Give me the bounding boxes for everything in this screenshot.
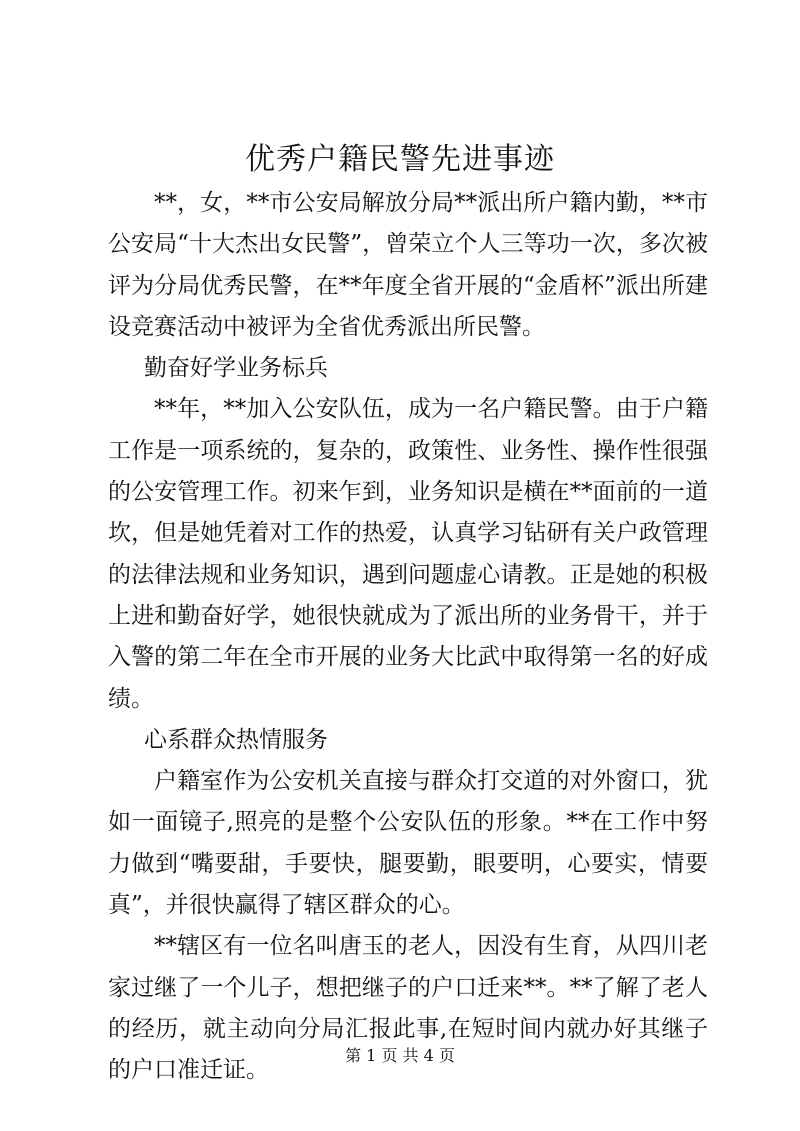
service-paragraph: 户籍室作为公安机关直接与群众打交道的对外窗口，犹如一面镜子,照亮的是整个公安队伍的形象。**在工作中努力做到“嘴要甜，手要快，腿要勤，眼要明，心要实，情要真”，并很快赢得了辖区群众的心。 <box>108 768 708 919</box>
page-footer: 第 1 页 共 4 页 <box>345 1046 455 1065</box>
intro-paragraph: **，女，**市公安局解放分局**派出所户籍内勤，**市公安局“十大杰出女民警”，曾荣立个人三等功一次，多次被评为分局优秀民警，在**年度全省开展的“金盾杯”派出所建设竞赛活动中被评为全省优秀派出所民警。 <box>108 190 708 340</box>
section-heading-study: 勤奋好学业务标兵 <box>144 355 328 382</box>
study-paragraph: **年，**加入公安队伍，成为一名户籍民警。由于户籍工作是一项系统的，复杂的，政策性、业务性、操作性很强的公安管理工作。初来乍到，业务知识是横在**面前的一道坎，但是她凭着对工作的热爱，认真学习钻研有关户政管理的法律法规和业务知识，遇到问题虚心请教。正是她的积极上进和勤奋好学，她很快就成为了派出所的业务骨干，并于入警的第二年在全市开展的业务大比武中取得第一名的好成绩。 <box>108 396 708 712</box>
document-body <box>108 183 708 1092</box>
document-title: 优秀户籍民警先进事迹 <box>245 142 555 177</box>
section-heading-service: 心系群众热情服务 <box>144 726 328 753</box>
story-paragraph: **辖区有一位名叫唐玉的老人，因没有生育，从四川老家过继了一个儿子，想把继子的户口迁来**。**了解了老人的经历，就主动向分局汇报此事,在短时间内就办好其继子的户口准迁证。 <box>108 933 708 1084</box>
